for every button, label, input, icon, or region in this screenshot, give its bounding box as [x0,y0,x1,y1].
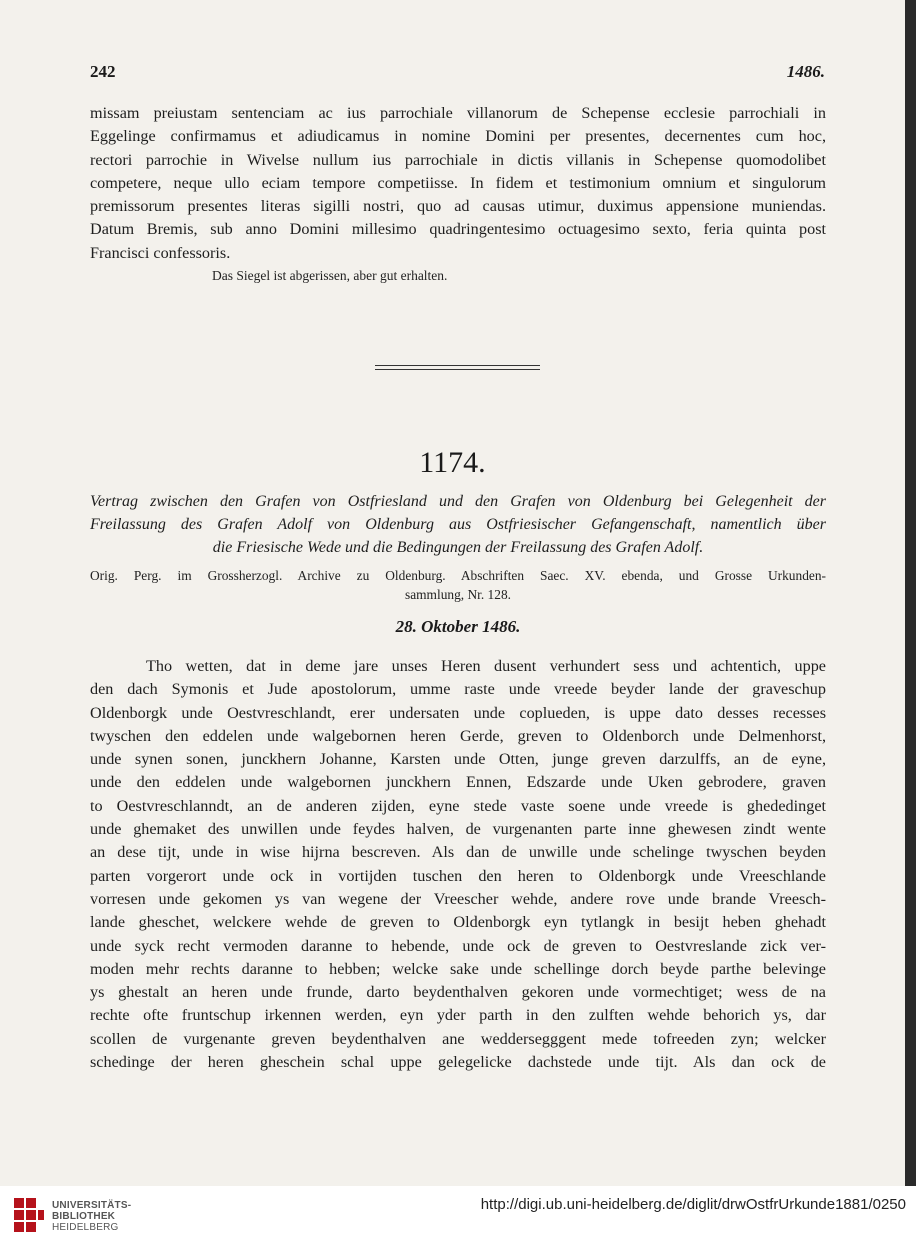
text-line: premissorum presentes literas sigilli nostri, quo ad causas utimur, duximus appensione muniendas. [90,197,826,216]
regest-line: Vertrag zwischen den Grafen von Ostfriesland und den Grafen von Oldenburg bei Gelegenheit der [90,493,826,510]
text-line: Tho wetten, dat in deme jare unses Heren dusent verhundert sess und achtentich, uppe [146,657,826,675]
text-line: moden mehr rechts daranne to hebben; welcke sake unde schellinge dorch beyde parthe belevinge [90,959,826,978]
text-line: missam preiustam sentenciam ac ius parrochiale villanorum de Schepense ecclesie parrochiali in [90,104,826,122]
text-line: unde ghemaket des unwillen unde feydes halven, de vurgenanten parte inne ghewesen zindt wente [90,820,826,839]
regest-line: die Friesische Wede und die Bedingungen der Freilassung des Grafen Adolf. [212,539,704,556]
previous-document-ending [90,102,826,265]
running-head-year: 1486. [786,62,825,81]
text-line: den dach Symonis et Jude apostolorum, umme raste unde vreede beyder lande der graveschup [90,680,826,699]
text-line: rectori parrochie in Wivelse nullum ius parrochiale in dictis villanis in Schepense quomodolibet [90,150,826,169]
text-line: unde syck recht vermoden daranne to hebende, unde ock de greven to Oestvreslande zick ver- [90,936,826,955]
text-line: unde den eddelen unde walgebornen junckhern Ennen, Edszarde unde Uken gebrodere, graven [90,773,826,792]
logo-line: UNIVERSITÄTS- [52,1200,132,1211]
regest-line: Freilassung des Grafen Adolf von Oldenburg aus Ostfriesischer Gefangenschaft, namentlich über [90,516,826,533]
logo-line: BIBLIOTHEK [52,1211,116,1222]
running-head [90,62,825,84]
text-line: scollen de vurgenante greven beydenthalven ane weddersegggent mede tofreeden zyn; welcker [90,1029,826,1048]
logo-line: HEIDELBERG [52,1222,119,1233]
document-number: 1174. [419,446,486,479]
text-line: unde synen sonen, junckhern Johanne, Karsten unde Otten, junge greven darzulffs, an de eyne, [90,750,826,769]
text-line: vorresen unde gekomen ys van wegene der Vreescher wehde, andere rove unde brande Vreesch- [90,889,826,908]
text-line: parten vorgerort unde ock in vortijden tuschen den heren to Oldenborgk unde Vreeschlande [90,866,826,885]
document-date: 28. Oktober 1486. [395,617,521,636]
source-line: sammlung, Nr. 128. [404,587,511,602]
text-line: Datum Bremis, sub anno Domini millesimo quadringentesimo octuagesimo sexto, feria quinta post [90,220,826,239]
text-line: Francisci confessoris. [90,243,231,262]
text-line: twyschen den eddelen unde walgebornen heren Gerde, greven to Oldenborch unde Delmenhorst, [90,726,826,745]
library-name [52,1200,131,1233]
library-footer [0,1186,916,1250]
page-number: 242 [90,62,116,81]
text-line: Eggelinge confirmamus et adiudicamus in nomine Domini per presentes, decernentes cum hoc, [90,127,826,146]
regest-summary [90,490,826,559]
text-line: lande gheschet, welckere wehde de greven to Oldenborgk eyn tytlangk in besijt heben ghehadt [90,913,826,932]
permalink-url[interactable]: http://digi.ub.uni-heidelberg.de/diglit/drwOstfrUrkunde1881/0250 [480,1196,906,1213]
text-line: Oldenborgk unde Oestvreschlandt, erer undersaten unde coplueden, is uppe dato desses recesses [90,703,826,722]
library-logo[interactable] [8,1194,148,1240]
text-line: rechte ofte fruntschup irkennen werden, eyn yder parth in den zulften wehde behorich ys, dar [90,1006,826,1025]
main-text [90,655,826,1074]
scan-edge [905,0,916,1186]
text-line: ys ghestalt an heren unde frunde, darto beydenthalven gekoren unde vormechtiget; wess de na [90,983,826,1002]
text-line: to Oestvreschlanndt, an de anderen zijden, eyne stede vaste soene unde vreede is ghededinget [90,796,826,815]
source-note [90,566,826,604]
text-line: an dese tijt, unde in wise hijrna bescreven. Als dan de unwille unde schelinge twyschen beyden [90,843,826,862]
library-crest-icon [8,1194,48,1240]
source-line: Orig. Perg. im Grossherzogl. Archive zu Oldenburg. Abschriften Saec. XV. ebenda, und Grosse Urkunden- [90,568,826,583]
text-line: schedinge der heren gheschein schal uppe gelegelicke dachstede unde tijt. Als dan ock de [90,1053,826,1072]
seal-note: Das Siegel ist abgerissen, aber gut erhalten. [212,268,448,283]
text-line: competere, neque ullo eciam tempore competiisse. In fidem et testimonium omnium et singulorum [90,173,826,192]
section-divider [375,365,540,370]
